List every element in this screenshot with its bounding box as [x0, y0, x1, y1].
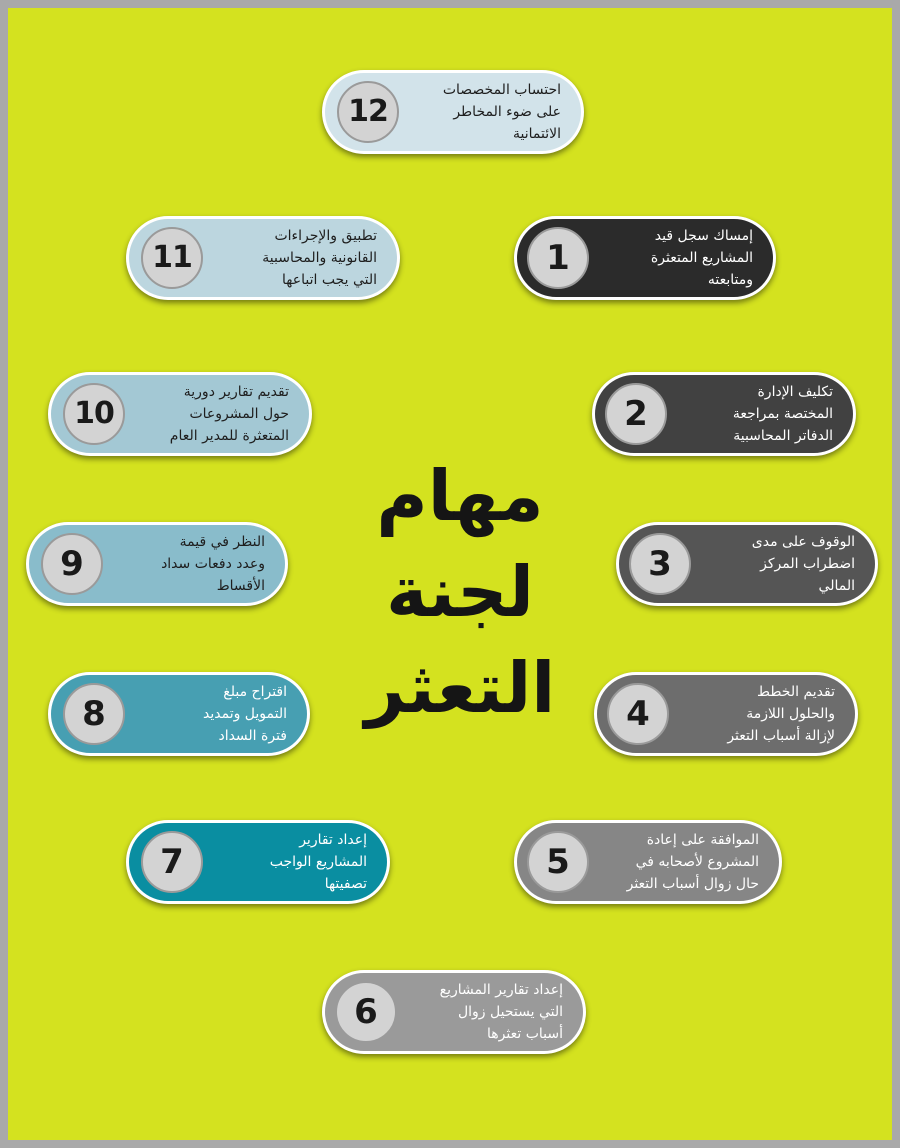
task-6-number: 6: [335, 981, 397, 1043]
task-2-line-3: الدفاتر المحاسبية: [733, 428, 833, 444]
task-10-line-2: حول المشروعات: [189, 406, 289, 422]
task-3-line-1: الوقوف على مدى: [751, 534, 855, 550]
task-7-pill: [126, 820, 390, 904]
task-12-pill: [322, 70, 584, 154]
task-10-line-3: المتعثرة للمدير العام: [169, 428, 289, 444]
task-4-text: [681, 675, 835, 753]
task-1-line-2: المشاريع المتعثرة: [650, 250, 753, 266]
task-3-pill: [616, 522, 878, 606]
task-5-line-1: الموافقة على إعادة: [646, 832, 759, 848]
task-5-number: 5: [527, 831, 589, 893]
task-7-text: [219, 823, 367, 901]
title-line-1: مهام: [376, 455, 544, 537]
task-1-pill: [514, 216, 776, 300]
task-9-line-2: وعدد دفعات سداد: [161, 556, 265, 572]
task-9-pill: [26, 522, 288, 606]
task-3-text: [703, 525, 855, 603]
task-8-number: 8: [63, 683, 125, 745]
task-7-number: 7: [141, 831, 203, 893]
task-4-line-2: والحلول اللازمة: [746, 706, 835, 722]
task-9-line-1: النظر في قيمة: [179, 534, 265, 550]
task-9-number: 9: [41, 533, 103, 595]
task-3-line-3: المالي: [818, 578, 855, 594]
title-line-2: لجنة: [386, 551, 534, 633]
task-10-text: [141, 375, 289, 453]
task-3-line-2: اضطراب المركز: [760, 556, 855, 572]
task-1-line-1: إمساك سجل قيد: [654, 228, 753, 244]
task-8-line-3: فترة السداد: [218, 728, 287, 744]
task-7-line-3: تصفيتها: [324, 876, 367, 892]
task-1-text: [601, 219, 753, 297]
task-2-number: 2: [605, 383, 667, 445]
task-6-line-2: التي يستحيل زوال: [457, 1004, 563, 1020]
task-2-pill: [592, 372, 856, 456]
task-2-line-2: المختصة بمراجعة: [732, 406, 833, 422]
task-8-line-1: اقتراح مبلغ: [223, 684, 287, 700]
task-1-line-3: ومتابعته: [707, 272, 753, 288]
task-1-number: 1: [527, 227, 589, 289]
task-11-pill: [126, 216, 400, 300]
task-4-line-1: تقديم الخطط: [757, 684, 835, 700]
task-2-line-1: تكليف الإدارة: [757, 384, 833, 400]
task-5-pill: [514, 820, 782, 904]
task-8-text: [141, 675, 287, 753]
task-4-line-3: لإزالة أسباب التعثر: [727, 728, 835, 744]
task-3-number: 3: [629, 533, 691, 595]
title-line-3: التعثر: [364, 647, 556, 729]
task-6-pill: [322, 970, 586, 1054]
task-2-text: [679, 375, 833, 453]
infographic-canvas: [8, 8, 892, 1140]
task-5-line-3: حال زوال أسباب التعثر: [626, 876, 759, 892]
task-10-number: 10: [63, 383, 125, 445]
task-7-line-2: المشاريع الواجب: [269, 854, 367, 870]
task-11-number: 11: [141, 227, 203, 289]
task-8-pill: [48, 672, 310, 756]
task-8-line-2: التمويل وتمديد: [203, 706, 287, 722]
task-6-line-3: أسباب تعثرها: [487, 1026, 563, 1042]
task-12-line-2: على ضوء المخاطر: [453, 104, 561, 120]
task-5-text: [601, 823, 759, 901]
task-12-line-3: الائتمانية: [513, 126, 561, 142]
task-5-line-2: المشروع لأصحابه في: [635, 854, 759, 870]
task-4-number: 4: [607, 683, 669, 745]
infographic-title: [332, 448, 588, 736]
task-9-line-3: الأقساط: [216, 578, 265, 594]
task-12-line-1: احتساب المخصصات: [442, 82, 561, 98]
task-11-text: [219, 219, 377, 297]
task-4-pill: [594, 672, 858, 756]
task-12-text: [415, 73, 561, 151]
task-11-line-3: التي يجب اتباعها: [282, 272, 377, 288]
task-10-pill: [48, 372, 312, 456]
task-7-line-1: إعداد تقارير: [299, 832, 367, 848]
task-6-text: [409, 973, 563, 1051]
task-6-line-1: إعداد تقارير المشاريع: [439, 982, 563, 998]
task-11-line-2: القانونية والمحاسبية: [262, 250, 377, 266]
task-9-text: [119, 525, 265, 603]
task-12-number: 12: [337, 81, 399, 143]
task-11-line-1: تطبيق والإجراءات: [274, 228, 377, 244]
task-10-line-1: تقديم تقارير دورية: [183, 384, 289, 400]
